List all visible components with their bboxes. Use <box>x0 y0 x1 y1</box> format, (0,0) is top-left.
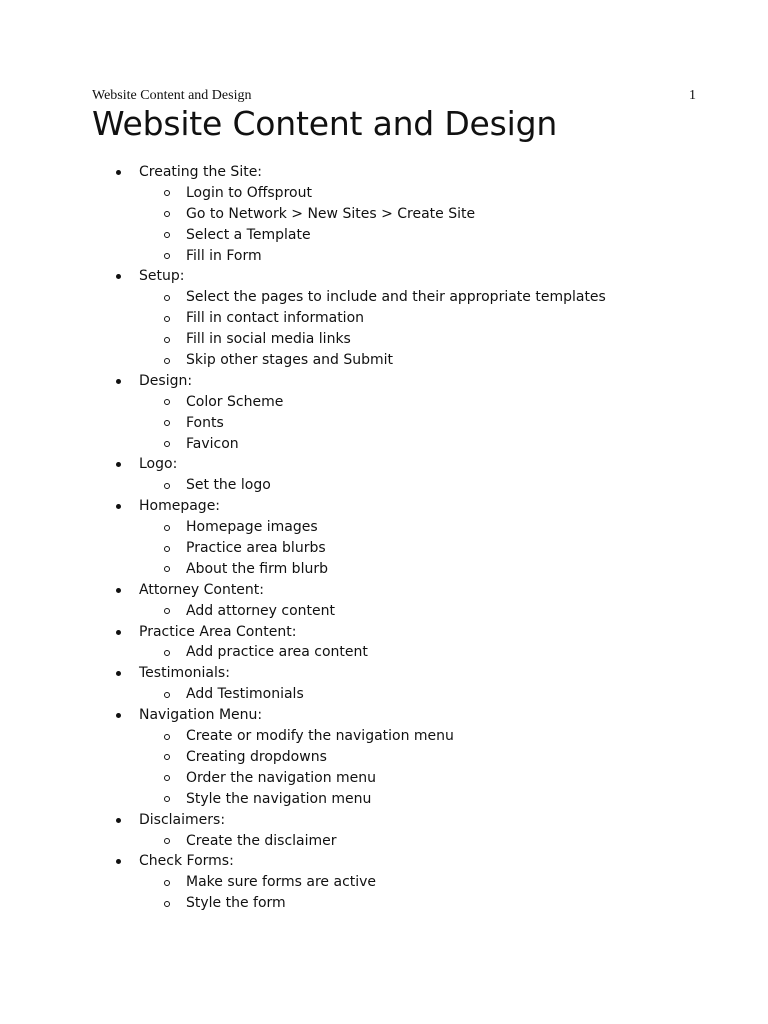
hollow-bullet-icon <box>163 831 171 852</box>
hollow-bullet-icon <box>163 726 171 747</box>
outline-subitem-label: Go to Network > New Sites > Create Site <box>186 205 476 222</box>
outline-subitem <box>0 475 768 496</box>
outline-subitem-label: Fonts <box>186 414 224 431</box>
outline-item <box>0 580 768 601</box>
outline-subitem <box>0 893 768 914</box>
outline-item <box>0 266 768 287</box>
filled-bullet-icon <box>115 810 123 831</box>
outline-subitem-label: Order the navigation menu <box>186 769 377 786</box>
outline-subitem <box>0 768 768 789</box>
outline-subitem-label: Set the logo <box>186 477 271 494</box>
outline-subitem <box>0 183 768 204</box>
outline-subitem-label: About the firm blurb <box>186 560 328 577</box>
outline-item <box>0 810 768 831</box>
outline-subitem-label: Select a Template <box>186 226 311 243</box>
outline-subitem <box>0 329 768 350</box>
hollow-bullet-icon <box>163 475 171 496</box>
filled-bullet-icon <box>115 454 123 475</box>
outline-item <box>0 705 768 726</box>
outline-subitem-label: Add attorney content <box>186 602 336 619</box>
outline-subitem <box>0 726 768 747</box>
filled-bullet-icon <box>115 266 123 287</box>
hollow-bullet-icon <box>163 287 171 308</box>
outline-item-label: Check Forms: <box>139 853 234 870</box>
filled-bullet-icon <box>115 580 123 601</box>
outline-subitem-label: Create or modify the navigation menu <box>186 728 454 745</box>
outline-subitem <box>0 225 768 246</box>
outline-item-label: Design: <box>139 372 193 389</box>
filled-bullet-icon <box>115 371 123 392</box>
outline-subitem-label: Create the disclaimer <box>186 832 337 849</box>
outline-list <box>0 162 768 914</box>
outline-subitem-label: Homepage images <box>186 519 318 536</box>
outline-item-label: Attorney Content: <box>139 581 265 598</box>
hollow-bullet-icon <box>163 246 171 267</box>
outline-subitem-label: Make sure forms are active <box>186 874 377 891</box>
outline-item <box>0 371 768 392</box>
outline-subitem <box>0 350 768 371</box>
outline-item-label: Practice Area Content: <box>139 623 297 640</box>
outline-subitem <box>0 831 768 852</box>
outline-item-label: Homepage: <box>139 498 221 515</box>
outline-subitem-label: Fill in social media links <box>186 331 351 348</box>
hollow-bullet-icon <box>163 893 171 914</box>
outline-subitem-label: Select the pages to include and their appropriate templates <box>186 289 606 306</box>
hollow-bullet-icon <box>163 538 171 559</box>
outline-subitem <box>0 601 768 622</box>
outline-item-label: Disclaimers: <box>139 811 226 828</box>
outline-subitem <box>0 246 768 267</box>
outline-item-label: Creating the Site: <box>139 164 263 180</box>
filled-bullet-icon <box>115 705 123 726</box>
outline-subitem <box>0 308 768 329</box>
hollow-bullet-icon <box>163 413 171 434</box>
hollow-bullet-icon <box>163 434 171 455</box>
hollow-bullet-icon <box>163 329 171 350</box>
outline-subitem-label: Fill in contact information <box>186 310 365 327</box>
outline-subitem-label: Favicon <box>186 435 239 452</box>
hollow-bullet-icon <box>163 308 171 329</box>
running-header-title: Website Content and Design <box>92 88 252 103</box>
outline-subitem <box>0 684 768 705</box>
filled-bullet-icon <box>115 496 123 517</box>
outline-subitem-label: Skip other stages and Submit <box>186 352 394 369</box>
filled-bullet-icon <box>115 851 123 872</box>
hollow-bullet-icon <box>163 642 171 663</box>
outline-subitem <box>0 392 768 413</box>
outline-item-label: Testimonials: <box>139 665 230 682</box>
filled-bullet-icon <box>115 162 123 183</box>
outline-subitem <box>0 434 768 455</box>
outline-item-label: Setup: <box>139 268 185 285</box>
outline-subitem <box>0 517 768 538</box>
filled-bullet-icon <box>115 622 123 643</box>
outline-subitem <box>0 413 768 434</box>
outline-subitem-label: Login to Offsprout <box>186 184 312 201</box>
filled-bullet-icon <box>115 663 123 684</box>
outline-subitem <box>0 872 768 893</box>
outline-item-label: Navigation Menu: <box>139 707 263 724</box>
outline-subitem-label: Practice area blurbs <box>186 540 326 557</box>
outline-subitem <box>0 559 768 580</box>
outline-item <box>0 622 768 643</box>
outline-subitem <box>0 287 768 308</box>
hollow-bullet-icon <box>163 559 171 580</box>
outline-subitem <box>0 789 768 810</box>
hollow-bullet-icon <box>163 768 171 789</box>
hollow-bullet-icon <box>163 204 171 225</box>
outline-item <box>0 162 768 183</box>
document-title: Website Content and Design <box>92 104 558 143</box>
outline-item <box>0 663 768 684</box>
outline-subitem-label: Add Testimonials <box>186 686 304 703</box>
outline-subitem-label: Color Scheme <box>186 393 284 410</box>
outline-subitem <box>0 204 768 225</box>
page-number: 1 <box>689 88 696 103</box>
hollow-bullet-icon <box>163 350 171 371</box>
outline-subitem-label: Add practice area content <box>186 644 368 661</box>
outline-item <box>0 454 768 475</box>
outline-item <box>0 851 768 872</box>
hollow-bullet-icon <box>163 872 171 893</box>
outline-subitem <box>0 538 768 559</box>
outline-subitem <box>0 747 768 768</box>
hollow-bullet-icon <box>163 225 171 246</box>
outline-subitem <box>0 642 768 663</box>
hollow-bullet-icon <box>163 517 171 538</box>
hollow-bullet-icon <box>163 183 171 204</box>
outline-item-label: Logo: <box>139 456 178 473</box>
hollow-bullet-icon <box>163 789 171 810</box>
outline-subitem-label: Style the form <box>186 895 286 912</box>
hollow-bullet-icon <box>163 601 171 622</box>
outline-subitem-label: Creating dropdowns <box>186 748 327 765</box>
hollow-bullet-icon <box>163 747 171 768</box>
outline-subitem-label: Style the navigation menu <box>186 790 372 807</box>
hollow-bullet-icon <box>163 392 171 413</box>
outline-item <box>0 496 768 517</box>
outline-subitem-label: Fill in Form <box>186 247 262 264</box>
hollow-bullet-icon <box>163 684 171 705</box>
